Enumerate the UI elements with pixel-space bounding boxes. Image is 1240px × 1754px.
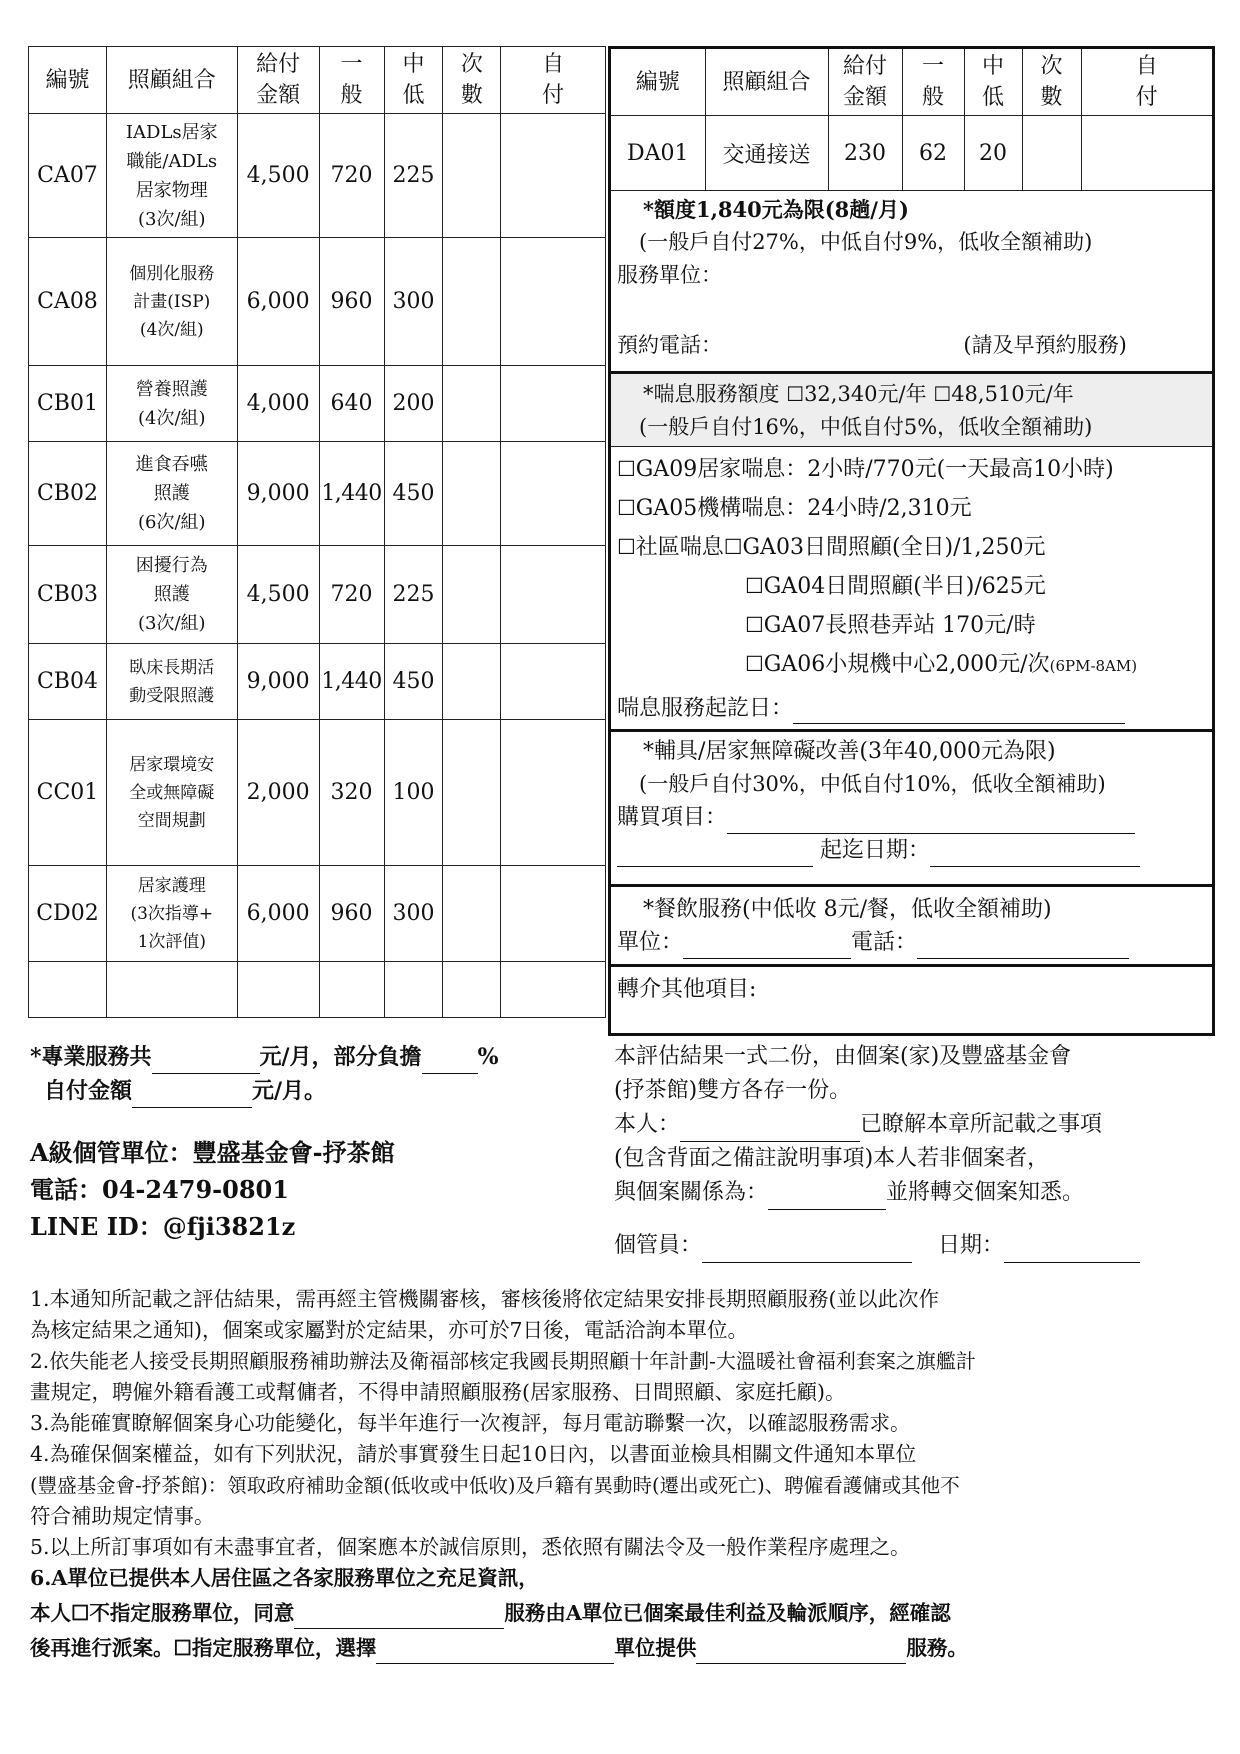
agency-name: A級個管單位：豐盛基金會-抒茶館 [30, 1138, 395, 1167]
transport-unit-label: 服務單位： [617, 263, 722, 287]
consent-acknowledge: 已瞭解本章所記載之事項 [860, 1112, 1103, 1137]
cell-self[interactable] [501, 644, 606, 720]
cell-self[interactable] [501, 546, 606, 644]
notes-block [30, 1284, 1215, 1664]
cell-midlow: 300 [384, 238, 443, 366]
respite-ga03-label: GA03日間照顧(全日)/1,250元 [742, 535, 1046, 560]
right-panel [608, 46, 1215, 1036]
header-midlow: 中 低 [384, 47, 443, 114]
cell-amount: 6,000 [237, 866, 319, 962]
date-label: 日期： [938, 1233, 1005, 1258]
meal-title: *餐飲服務(中低收 8元/餐，低收全額補助) [643, 897, 1052, 922]
cell-amount: 2,000 [237, 720, 319, 866]
header-times: 次 數 [1022, 49, 1081, 116]
designate-service-field[interactable] [696, 1639, 906, 1664]
checkbox-no-designate[interactable]: ☐ [71, 1601, 90, 1625]
note-1b: 為核定結果之通知)，個案或家屬對於定結果，亦可於7日後，電話洽詢本單位。 [30, 1318, 749, 1342]
transport-table [611, 49, 1212, 191]
cell-name: 交通接送 [705, 116, 828, 191]
agency-line-id: LINE ID：@fji3821z [30, 1212, 296, 1241]
note-6c [30, 1633, 1215, 1664]
cell-general: 62 [902, 116, 964, 191]
cell-self[interactable] [501, 366, 606, 442]
meal-phone-field[interactable] [917, 934, 1129, 959]
table-row [29, 238, 606, 366]
note-5: 5.以上所訂事項如有未盡事宜者，個案應本於誠信原則，悉依照有關法令及一般作業程序處理之。 [30, 1535, 911, 1559]
note-6c-end: 服務。 [906, 1636, 968, 1660]
cell-code: CB01 [29, 366, 107, 442]
table-row-empty [29, 962, 606, 1018]
assistive-period-row [617, 834, 1212, 867]
cell-self[interactable] [501, 720, 606, 866]
header-times: 次 數 [443, 47, 501, 114]
respite-ga04-row [617, 567, 1212, 606]
header-code: 編號 [29, 47, 107, 114]
cell-amount: 4,000 [237, 366, 319, 442]
respite-ga07-label: GA07長照巷弄站 170元/時 [763, 613, 1036, 638]
cell-times[interactable] [443, 866, 501, 962]
cell-midlow: 200 [384, 366, 443, 442]
respite-period-field[interactable] [793, 699, 1125, 724]
meal-section [611, 884, 1212, 964]
table-row [29, 546, 606, 644]
cell-code: CB03 [29, 546, 107, 644]
respite-quota-prefix: *喘息服務額度 [643, 382, 780, 406]
assistive-section [611, 729, 1212, 874]
note-4b: (豐盛基金會-抒茶館)：領取政府補助金額(低收或中低收)及戶籍有異動時(遷出或死亡)、聘僱看護傭或其他不 [30, 1474, 960, 1497]
cell-code: CC01 [29, 720, 107, 866]
cell-times[interactable] [443, 114, 501, 238]
transport-copay: (一般戶自付27%，中低自付9%，低收全額補助) [639, 230, 1093, 254]
cell-amount: 4,500 [237, 546, 319, 644]
assistive-items-row [617, 801, 1212, 834]
agency-block [30, 1134, 395, 1245]
table-row [29, 644, 606, 720]
cell-times[interactable] [1022, 116, 1081, 191]
respite-copay: (一般戶自付16%，中低自付5%，低收全額補助) [639, 415, 1093, 439]
agency-phone: 電話：04-2479-0801 [30, 1175, 289, 1204]
summary-line1 [30, 1040, 600, 1074]
checkbox-ga07[interactable]: ☐ [745, 613, 764, 637]
note-2b: 畫規定，聘僱外籍看護工或幫傭者，不得申請照顧服務(居家服務、日間照顧、家庭托顧)。 [30, 1380, 846, 1404]
cell-times[interactable] [443, 366, 501, 442]
header-general: 一 般 [319, 47, 384, 114]
checkbox-ga06[interactable]: ☐ [745, 652, 764, 676]
cell-midlow: 100 [384, 720, 443, 866]
respite-period [611, 694, 1212, 734]
checkbox-ga03[interactable]: ☐ [723, 535, 743, 559]
cell-self[interactable] [501, 442, 606, 546]
services-table [28, 46, 606, 1018]
note-6b-agree: 不指定服務單位，同意 [89, 1601, 295, 1625]
consent-forward: 並將轉交個案知悉。 [886, 1180, 1085, 1205]
summary-percent-field[interactable] [422, 1049, 478, 1074]
cell-name: IADLs居家 職能/ADLs 居家物理 (3次/組) [106, 114, 237, 238]
summary-copay-label: 元/月，部分負擔 [259, 1044, 422, 1070]
cell-self[interactable] [501, 114, 606, 238]
checkbox-respite-48510[interactable]: ☐ [933, 382, 952, 406]
cell-general: 320 [319, 720, 384, 866]
consent-line2: (抒茶館)雙方各存一份。 [614, 1078, 852, 1103]
cell-name: 臥床長期活 動受限照護 [106, 644, 237, 720]
consent-line3 [614, 1108, 1214, 1142]
note-6b [30, 1598, 1215, 1629]
cell-self[interactable] [501, 866, 606, 962]
summary-block [30, 1040, 600, 1108]
meal-unit-field[interactable] [683, 934, 851, 959]
manager-field[interactable] [702, 1238, 912, 1263]
cell-midlow: 20 [964, 116, 1022, 191]
summary-self-unit: 元/月。 [252, 1078, 327, 1104]
cell-amount: 9,000 [237, 644, 319, 720]
respite-header [611, 371, 1212, 446]
table-row [29, 442, 606, 546]
cell-times[interactable] [443, 238, 501, 366]
checkbox-respite-32340[interactable]: ☐ [786, 382, 805, 406]
checkbox-community[interactable]: ☐ [617, 535, 636, 559]
cell-amount: 9,000 [237, 442, 319, 546]
header-self: 自 付 [1081, 49, 1212, 116]
referral-section [611, 964, 1212, 1036]
cell-amount[interactable] [237, 962, 319, 1018]
respite-ga06-note: (6PM-8AM) [1049, 657, 1138, 675]
note-6b-rest: 服務由A單位已個案最佳利益及輪派順序，經確認 [504, 1601, 951, 1625]
transport-quota: *額度1,840元為限(8趟/月) [643, 197, 909, 222]
designate-unit-field[interactable] [376, 1639, 614, 1664]
cell-times[interactable] [443, 546, 501, 644]
cell-general: 720 [319, 546, 384, 644]
cell-code: CB02 [29, 442, 107, 546]
cell-code: CA08 [29, 238, 107, 366]
header-self: 自 付 [501, 47, 606, 114]
consent-block [614, 1040, 1214, 1263]
assistive-items-field-2[interactable] [617, 842, 813, 867]
cell-name: 困擾行為 照護 (3次/組) [106, 546, 237, 644]
assistive-copay: (一般戶自付30%，中低自付10%，低收全額補助) [639, 772, 1106, 796]
respite-ga09-label: GA09居家喘息：2小時/770元(一天最高10小時) [635, 457, 1114, 482]
cell-self[interactable] [501, 962, 606, 1018]
cell-general: 1,440 [319, 442, 384, 546]
respite-ga06-row [617, 645, 1212, 686]
table-header-row [611, 49, 1212, 116]
cell-midlow: 450 [384, 442, 443, 546]
cell-name: 個別化服務 計畫(ISP) (4次/組) [106, 238, 237, 366]
consent-line4: (包含背面之備註說明事項)本人若非個案者， [614, 1146, 1050, 1171]
cell-name: 進食吞嚥 照護 (6次/組) [106, 442, 237, 546]
respite-ga06-label: GA06小規機中心2,000元/次 [763, 652, 1050, 677]
note-6b-self: 本人 [30, 1601, 71, 1625]
cell-general: 960 [319, 238, 384, 366]
cell-self[interactable] [1081, 116, 1212, 191]
respite-ga07-row [617, 606, 1212, 645]
respite-quota-opt1: 32,340元/年 [804, 382, 927, 406]
date-field[interactable] [1004, 1238, 1140, 1263]
cell-times[interactable] [443, 442, 501, 546]
respite-quota-opt2: 48,510元/年 [951, 382, 1074, 406]
header-code: 編號 [611, 49, 705, 116]
header-name: 照顧組合 [106, 47, 237, 114]
checkbox-designate[interactable]: ☐ [173, 1636, 192, 1660]
cell-code: DA01 [611, 116, 705, 191]
note-1a: 1.本通知所記載之評估結果，需再經主管機關審核，審核後將依定結果安排長期照顧服務(並以此次作 [30, 1287, 940, 1311]
respite-ga04-label: GA04日間照顧(半日)/625元 [763, 574, 1046, 599]
cell-times[interactable] [443, 962, 501, 1018]
checkbox-ga09[interactable]: ☐ [617, 457, 636, 481]
checkbox-ga04[interactable]: ☐ [745, 574, 764, 598]
cell-general: 640 [319, 366, 384, 442]
meal-phone-label: 電話： [851, 930, 918, 955]
checkbox-ga05[interactable]: ☐ [617, 496, 636, 520]
consent-line1: 本評估結果一式二份，由個案(家)及豐盛基金會 [614, 1044, 1072, 1069]
cell-code: CA07 [29, 114, 107, 238]
assistive-period-label: 起迄日期： [820, 838, 931, 863]
summary-self-label: 自付金額 [44, 1078, 133, 1104]
table-row [29, 720, 606, 866]
note-6c-choose: 指定服務單位，選擇 [191, 1636, 377, 1660]
respite-quota-row [617, 378, 1212, 411]
cell-general: 1,440 [319, 644, 384, 720]
no-designate-field[interactable] [294, 1604, 504, 1629]
consent-relation-field[interactable] [768, 1185, 886, 1210]
consent-name-field[interactable] [680, 1117, 860, 1142]
respite-ga09-row [617, 450, 1212, 489]
cell-amount: 4,500 [237, 114, 319, 238]
cell-midlow: 300 [384, 866, 443, 962]
note-6c-dispatch: 後再進行派案。 [30, 1636, 174, 1660]
cell-general: 720 [319, 114, 384, 238]
note-2a: 2.依失能老人接受長期照顧服務補助辦法及衛福部核定我國長期照顧十年計劃-大溫暖社會福利套案之旗艦計 [30, 1349, 976, 1373]
cell-name[interactable] [106, 962, 237, 1018]
assistive-items-label: 購買項目： [617, 805, 728, 830]
summary-service-field[interactable] [152, 1049, 260, 1074]
cell-general[interactable] [319, 962, 384, 1018]
summary-self-field[interactable] [132, 1083, 252, 1108]
referral-label: 轉介其他項目: [617, 977, 757, 1002]
respite-ga05-row [617, 489, 1212, 528]
summary-line2 [30, 1074, 600, 1108]
table-header-row [29, 47, 606, 114]
transport-phone-label: 預約電話： [617, 333, 722, 357]
cell-name: 居家環境安 全或無障礙 空間規劃 [106, 720, 237, 866]
table-row [29, 866, 606, 962]
meal-unit-label: 單位： [617, 930, 684, 955]
cell-amount: 6,000 [237, 238, 319, 366]
transport-phone-note: (請及早預約服務) [963, 333, 1127, 357]
cell-midlow: 225 [384, 114, 443, 238]
table-row [29, 366, 606, 442]
assistive-items-field[interactable] [727, 809, 1135, 834]
note-3: 3.為能確實瞭解個案身心功能變化，每半年進行一次複評，每月電訪聯繫一次，以確認服務需求。 [30, 1411, 911, 1435]
consent-sign-row [614, 1229, 1214, 1263]
consent-relation-label: 與個案關係為： [614, 1180, 769, 1205]
header-amount: 給付 金額 [237, 47, 319, 114]
respite-ga05-label: GA05機構喘息：24小時/2,310元 [635, 496, 972, 521]
cell-code: CD02 [29, 866, 107, 962]
cell-self[interactable] [501, 238, 606, 366]
table-row [29, 114, 606, 238]
cell-general: 960 [319, 866, 384, 962]
table-row [611, 116, 1212, 191]
manager-label: 個管員： [614, 1233, 703, 1258]
note-6a: 6.A單位已提供本人居住區之各家服務單位之充足資訊， [30, 1566, 539, 1590]
assistive-title: *輔具/居家無障礙改善(3年40,000元為限) [643, 739, 1056, 764]
respite-community-label: 社區喘息 [635, 535, 724, 560]
summary-percent-sign: % [477, 1044, 499, 1070]
assistive-period-field[interactable] [930, 842, 1140, 867]
header-amount: 給付 金額 [828, 49, 902, 116]
note-4a: 4.為確保個案權益，如有下列狀況，請於事實發生日起10日內，以書面並檢具相關文件通知本單位 [30, 1442, 917, 1466]
cell-times[interactable] [443, 720, 501, 866]
respite-community-row [617, 528, 1212, 567]
cell-midlow[interactable] [384, 962, 443, 1018]
cell-code[interactable] [29, 962, 107, 1018]
consent-line5 [614, 1176, 1214, 1210]
cell-times[interactable] [443, 644, 501, 720]
cell-midlow: 225 [384, 546, 443, 644]
cell-name: 營養照護 (4次/組) [106, 366, 237, 442]
respite-items [611, 446, 1212, 694]
cell-code: CB04 [29, 644, 107, 720]
transport-section [611, 190, 1212, 371]
respite-period-label: 喘息服務起訖日： [617, 696, 794, 721]
header-midlow: 中 低 [964, 49, 1022, 116]
cell-amount: 230 [828, 116, 902, 191]
header-general: 一 般 [902, 49, 964, 116]
cell-name: 居家護理 (3次指導+ 1次評值) [106, 866, 237, 962]
meal-row [617, 926, 1212, 959]
note-4c: 符合補助規定情事。 [30, 1504, 215, 1528]
consent-self-label: 本人： [614, 1112, 681, 1137]
note-6c-provide: 單位提供 [614, 1636, 697, 1660]
transport-phone-row [617, 329, 1212, 362]
cell-midlow: 450 [384, 644, 443, 720]
header-name: 照顧組合 [705, 49, 828, 116]
summary-service-label: *專業服務共 [30, 1044, 152, 1070]
